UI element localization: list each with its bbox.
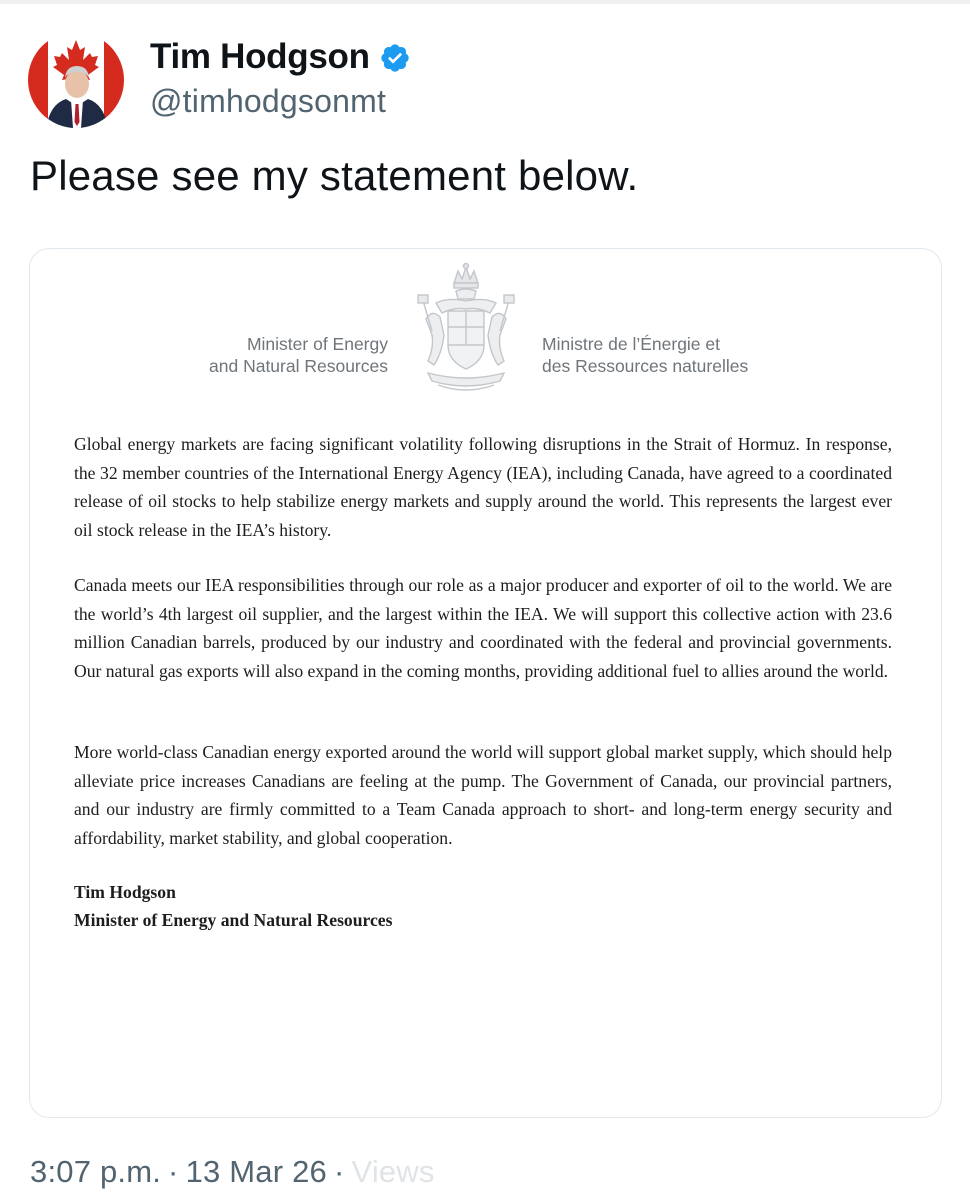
canadian-flag-portrait-icon [28,32,124,128]
author-handle[interactable]: @timhodgsonmt [150,82,387,119]
tweet-header [28,32,411,128]
signature-block [74,878,892,934]
statement-paragraph: Global energy markets are facing significant volatility following disruptions in the Strait of Hormuz. In response, the 32 member countries of the International Energy Agency (IEA), including Canada, have agreed to a coordinated release of oil stocks to help stabilize energy markets and supply around the world. This represents the largest ever oil stock release in the IEA’s history. [74,434,892,540]
views-label[interactable]: Views [351,1154,435,1189]
display-name[interactable]: Tim Hodgson [150,36,370,76]
separator: · [168,1154,179,1189]
statement-paragraph: More world-class Canadian energy exported around the world will support global market supply, which should help alleviate price increases Canadians are feeling at the pump. The Government of Canada, our provincial partners, and our industry are firmly committed to a Team Canada approach to short- and long-term energy security and affordability, market stability, and global cooperation. [74,742,892,848]
signature-name: Tim Hodgson [74,882,176,902]
statement-paragraph: Canada meets our IEA responsibilities through our role as a major producer and exporter of oil to the world. We are the world’s 4th largest oil supplier, and the largest within the IEA. We will support this collective action with 23.6 million Canadian barrels, produced by our industry and coordinated with the federal and provincial governments. Our natural gas exports will also expand in the coming months, providing additional fuel to allies around the world. [74,575,892,681]
letterhead-french-line2: des Ressources naturelles [542,356,749,376]
author-names [150,37,411,120]
statement-body [74,430,892,934]
letterhead-french-line1: Ministre de l’Énergie et [542,334,720,354]
tweet-text: Please see my statement below. [30,152,639,199]
letterhead-english-line1: Minister of Energy [246,334,388,354]
display-name-row [150,37,411,77]
separator: · [333,1154,345,1189]
tweet-date: 13 Mar 26 [185,1154,327,1189]
letterhead-french [542,333,748,377]
royal-arms-of-canada-icon [414,261,518,397]
signature-title: Minister of Energy and Natural Resources [74,910,393,930]
verified-badge-icon[interactable] [379,42,411,74]
letterhead-english [209,333,388,377]
top-divider [0,0,970,4]
letterhead [30,249,941,419]
tweet-timestamp[interactable] [30,1154,435,1190]
tweet-time: 3:07 p.m. [30,1154,162,1189]
avatar[interactable] [28,32,124,128]
letterhead-english-line2: and Natural Resources [209,356,388,376]
statement-image-card[interactable] [29,248,942,1118]
